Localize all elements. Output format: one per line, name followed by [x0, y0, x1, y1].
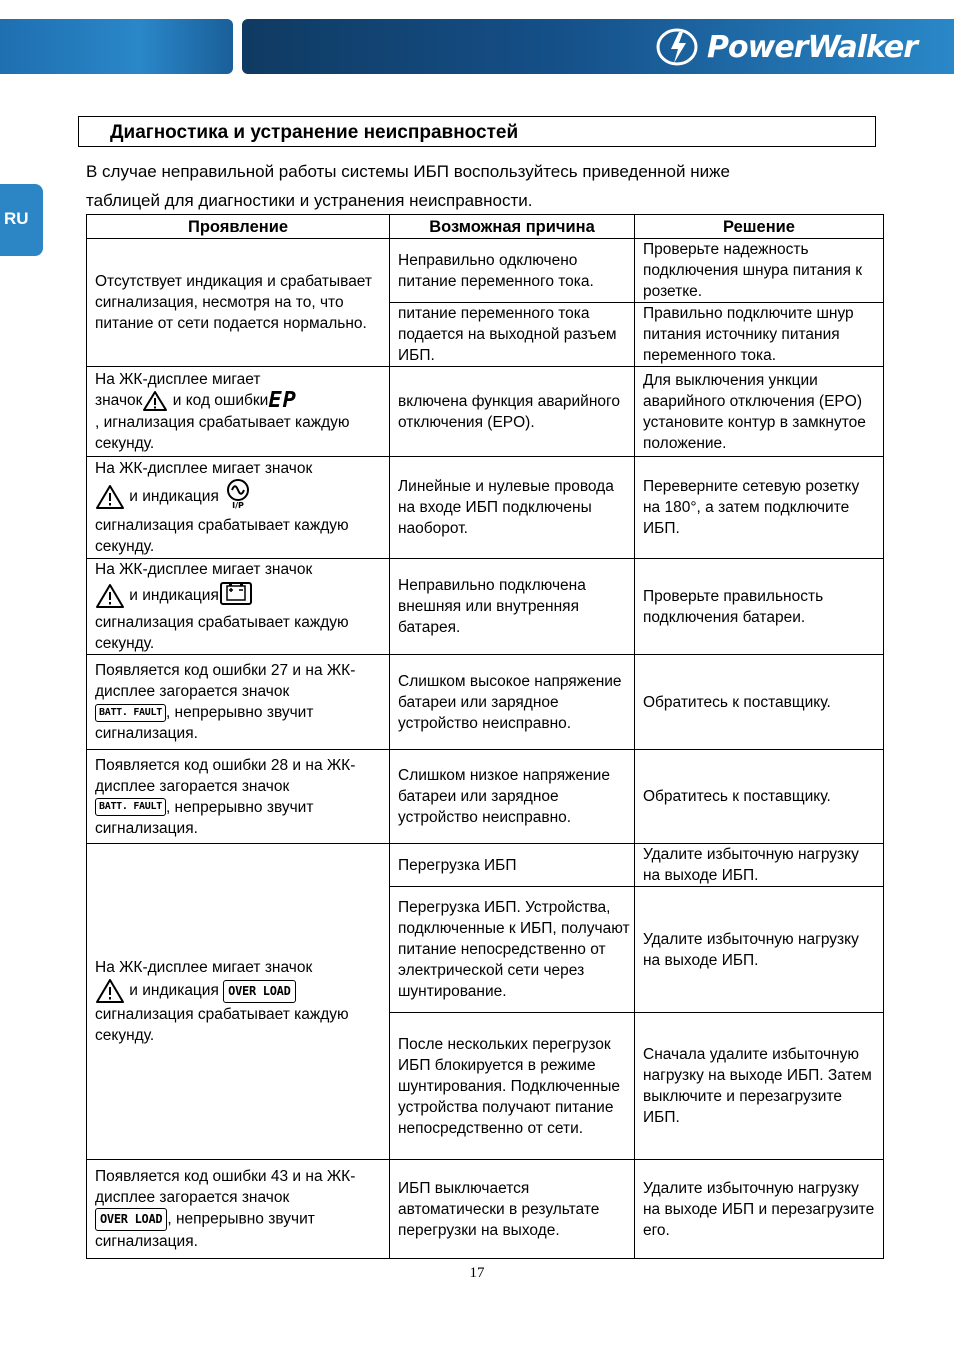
symptom-cell [87, 1160, 390, 1259]
symptom-cell [87, 844, 390, 1160]
ip-label: I/P [232, 501, 245, 509]
symptom-text: , непрерывно звучит сигнализация. [95, 798, 314, 837]
table-header-row [87, 215, 884, 239]
symptom-cell [87, 367, 390, 457]
cause-cell: Линейные и нулевые провода на входе ИБП подключены наоборот. [390, 457, 635, 559]
solution-cell: Правильно подключите шнур питания источнику питания переменного тока. [635, 303, 884, 367]
solution-cell: Обратитесь к поставщику. [635, 655, 884, 750]
table-row [87, 559, 884, 655]
symptom-text: На ЖК-дисплее мигает значок [95, 561, 313, 578]
header-solution: Решение [635, 215, 884, 239]
cause-cell: ИБП выключается автоматически в результате перегрузки на выходе. [390, 1160, 635, 1259]
symptom-icon-line [95, 978, 385, 1004]
symptom-text: сигнализация срабатывает каждую секунду. [95, 1006, 349, 1044]
page-number: 17 [469, 1265, 485, 1281]
symptom-cell [87, 655, 390, 750]
cause-cell: питание переменного тока подается на выходной разъем ИБП. [390, 303, 635, 367]
cause-cell: Перегрузка ИБП [390, 844, 635, 887]
intro-line-2: таблицей для диагностики и устранения неисправности. [86, 191, 533, 210]
symptom-text: и индикация [125, 587, 219, 605]
symptom-text: сигнализация срабатывает каждую секунду. [95, 614, 349, 652]
solution-cell: Переверните сетевую розетку на 180°, а затем подключите ИБП. [635, 457, 884, 559]
symptom-cell [87, 559, 390, 655]
error-code-ep: EP [268, 388, 297, 413]
header-bar-left [0, 19, 233, 74]
symptom-text: , непрерывно звучит сигнализация. [95, 704, 314, 742]
warning-icon [142, 390, 168, 412]
cause-cell: После нескольких перегрузок ИБП блокируется в режиме шунтирования. Подключенные устройства получают питание непосредственно от сети. [390, 1013, 635, 1160]
symptom-text: Появляется код ошибки 43 и на ЖК-дисплее загорается значок [95, 1168, 356, 1206]
ac-input-icon [223, 479, 253, 515]
solution-cell: Обратитесь к поставщику. [635, 750, 884, 844]
symptom-text: На ЖК-дисплее мигает [95, 371, 261, 388]
solution-cell: Удалите избыточную нагрузку на выходе ИБП. [635, 887, 884, 1013]
symptom-text: Появляется код ошибки 28 и на ЖК-дисплее загорается значок [95, 756, 356, 795]
cause-cell: Слишком высокое напряжение батареи или зарядное устройство неисправно. [390, 655, 635, 750]
symptom-icon-line [95, 702, 385, 744]
header-cause: Возможная причина [390, 215, 635, 239]
symptom-cell [87, 750, 390, 844]
batt-fault-indicator: BATT. FAULT [95, 798, 166, 816]
warning-icon [95, 583, 125, 609]
battery-icon [219, 580, 253, 612]
symptom-text: , игнализация срабатывает каждую секунду. [95, 414, 350, 452]
table-row [87, 844, 884, 887]
language-tab: RU [0, 184, 43, 256]
troubleshooting-table [86, 214, 884, 1259]
symptom-cell: Отсутствует индикация и срабатывает сигнализация, несмотря на то, что питание от сети подается нормально. [87, 239, 390, 367]
cause-cell: включена функция аварийного отключения (EPO). [390, 367, 635, 457]
symptom-text: значок [95, 392, 143, 410]
solution-cell: Удалите избыточную нагрузку на выходе ИБП и перезагрузите его. [635, 1160, 884, 1259]
symptom-text: На ЖК-дисплее мигает значок [95, 460, 313, 477]
intro-text [86, 157, 866, 215]
warning-icon [95, 978, 125, 1004]
symptom-text: Появляется код ошибки 27 и на ЖК-дисплее загорается значок [95, 662, 356, 700]
symptom-text: и код ошибки [168, 392, 269, 410]
table-row [87, 655, 884, 750]
table-row [87, 750, 884, 844]
intro-line-1: В случае неправильной работы системы ИБП воспользуйтесь приведенной ниже [86, 162, 730, 181]
symptom-text: и индикация [125, 982, 224, 1000]
batt-fault-indicator: BATT. FAULT [95, 704, 166, 722]
symptom-icon-line [95, 797, 385, 839]
cause-cell: Неправильно подключена внешняя или внутренняя батарея. [390, 559, 635, 655]
solution-cell: Удалите избыточную нагрузку на выходе ИБП. [635, 844, 884, 887]
solution-cell: Проверьте надежность подключения шнура питания к розетке. [635, 239, 884, 303]
section-title: Диагностика и устранение неисправностей [78, 116, 876, 147]
symptom-icon-line [95, 1208, 385, 1252]
overload-indicator: OVER LOAD [223, 980, 295, 1003]
symptom-icon-line [95, 479, 385, 515]
symptom-icon-line [95, 580, 385, 612]
symptom-text: и индикация [125, 488, 224, 506]
symptom-text: , непрерывно звучит сигнализация. [95, 1210, 315, 1250]
table-row [87, 457, 884, 559]
symptom-text: На ЖК-дисплее мигает значок [95, 959, 313, 976]
overload-indicator: OVER LOAD [95, 1208, 167, 1231]
table-row [87, 1160, 884, 1259]
brand-logo [655, 24, 917, 70]
header-symptom: Проявление [87, 215, 390, 239]
warning-icon [95, 484, 125, 510]
solution-cell: Проверьте правильность подключения батареи. [635, 559, 884, 655]
symptom-cell [87, 457, 390, 559]
table-row [87, 367, 884, 457]
cause-cell: Перегрузка ИБП. Устройства, подключенные к ИБП, получают питание непосредственно от электрической сети через шунтирование. [390, 887, 635, 1013]
powerwalker-logo-icon [655, 27, 705, 67]
brand-name: PowerWalker [707, 29, 918, 65]
symptom-icon-line [95, 390, 385, 412]
table-row [87, 239, 884, 303]
solution-cell: Для выключения ункции аварийного отключения (EPO) установите контур в замкнутое положение. [635, 367, 884, 457]
solution-cell: Сначала удалите избыточную нагрузку на выходе ИБП. Затем выключите и перезагрузите ИБП. [635, 1013, 884, 1160]
cause-cell: Слишком низкое напряжение батареи или зарядное устройство неисправно. [390, 750, 635, 844]
symptom-text: сигнализация срабатывает каждую секунду. [95, 517, 349, 555]
cause-cell: Неправильно одключено питание переменного тока. [390, 239, 635, 303]
